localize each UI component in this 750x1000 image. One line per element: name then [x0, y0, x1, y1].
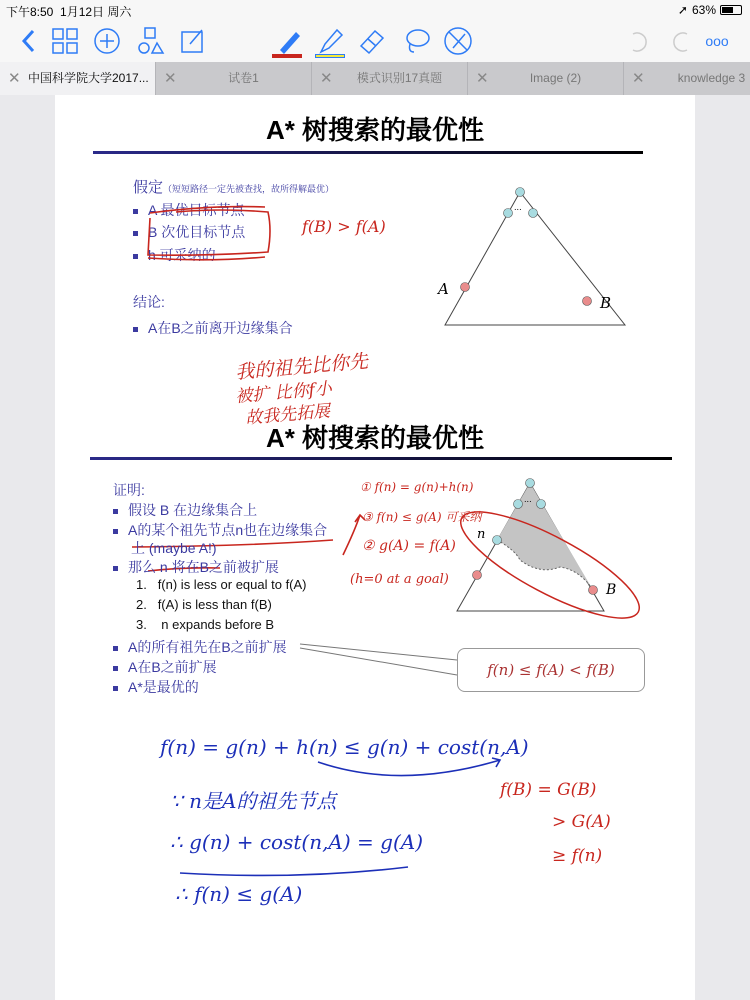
close-tab-icon[interactable]: ✕: [164, 70, 177, 87]
annotation: 我的祖先比你先: [234, 350, 369, 384]
tab-label: 试卷1: [228, 71, 259, 85]
assume-note: （短短路径一定先被查找，故所得解最优）: [163, 184, 335, 194]
annotation: > G(A): [552, 812, 611, 832]
blue-handwriting-strokes: [180, 758, 500, 875]
annotation: ∴ f(n) ≤ g(A): [175, 882, 303, 906]
sub-item: 1. f(n) is less or equal to f(A): [136, 577, 307, 592]
annotation: ∴ g(n) + cost(n,A) = g(A): [170, 830, 423, 854]
proof-item: A*是最优的: [113, 677, 199, 697]
slide2-title: A* 树搜索的最优性: [265, 423, 485, 453]
tab-label: 中国科学院大学2017...: [28, 71, 149, 85]
node-dots: ...: [524, 495, 532, 504]
annotation: ≥ f(n): [552, 846, 603, 866]
title-divider: [90, 457, 672, 460]
slide1-title: A* 树搜索的最优性: [265, 115, 485, 145]
close-tab-icon[interactable]: ✕: [8, 70, 21, 87]
tree-diagram-1: [445, 188, 625, 326]
proof-item: A的某个祖先节点n也在边缘集合: [113, 520, 327, 540]
annotation: ∵ n是A的祖先节点: [170, 789, 337, 813]
node-label-b: B: [600, 294, 612, 312]
status-date: 1月12日 周六: [60, 5, 132, 19]
sub-item: 2. f(A) is less than f(B): [136, 597, 272, 612]
proof-item: 假设 B 在边缘集合上: [113, 500, 257, 520]
inequality-callout: f(n) ≤ f(A) < f(B): [457, 648, 645, 692]
battery-percent: 63%: [691, 3, 716, 17]
node-label-n: n: [477, 527, 486, 542]
annotation: f(B) = G(B): [500, 780, 597, 800]
proof-item: A的所有祖先在B之前扩展: [113, 637, 287, 657]
annotation: 故我先拓展: [244, 401, 331, 429]
proof-item-cont: 上 (maybe A!): [131, 540, 217, 556]
annotation: 被扩 比你f小: [234, 378, 333, 408]
annotation: f(n) = g(n) + h(n) ≤ g(n) + cost(n,A): [160, 735, 529, 759]
close-tab-icon[interactable]: ✕: [476, 70, 489, 87]
conclusion-item: A在B之前离开边缘集合: [133, 318, 293, 338]
close-tab-icon[interactable]: ✕: [632, 70, 645, 87]
annotation: ③ f(n) ≤ g(A) 可采纳: [362, 510, 482, 524]
annotation: f(B) > f(A): [302, 217, 386, 236]
more-button[interactable]: ooo: [705, 33, 729, 49]
annotation: ② g(A) = f(A): [362, 538, 456, 554]
node-dots: ...: [514, 203, 522, 212]
close-tab-icon[interactable]: ✕: [320, 70, 333, 87]
sub-item: 3. n expands before B: [136, 617, 275, 632]
tab-label: 模式识别17真题: [356, 71, 443, 85]
location-icon: ➚: [677, 3, 688, 17]
proof-heading: 证明:: [113, 482, 145, 498]
status-time: 下午8:50: [6, 5, 54, 19]
assumption-item: h 可采纳的: [133, 245, 216, 265]
annotation: ① f(n) = g(n)+h(n): [360, 480, 474, 494]
proof-item: 那么 n 将在B之前被扩展: [113, 557, 279, 577]
node-label-a: A: [438, 280, 449, 298]
assumption-item: B 次优目标节点: [133, 222, 245, 242]
node-label-b: B: [606, 582, 617, 598]
assume-heading: 假定（短短路径一定先被查找，故所得解最优）: [133, 179, 335, 196]
conclusion-heading: 结论:: [133, 294, 165, 310]
assumption-item: A 最优目标节点: [133, 200, 244, 220]
tab-label: knowledge 3: [677, 71, 746, 85]
tab-label: Image (2): [529, 71, 582, 85]
annotation: (h=0 at a goal): [350, 572, 449, 587]
proof-item: A在B之前扩展: [113, 657, 217, 677]
